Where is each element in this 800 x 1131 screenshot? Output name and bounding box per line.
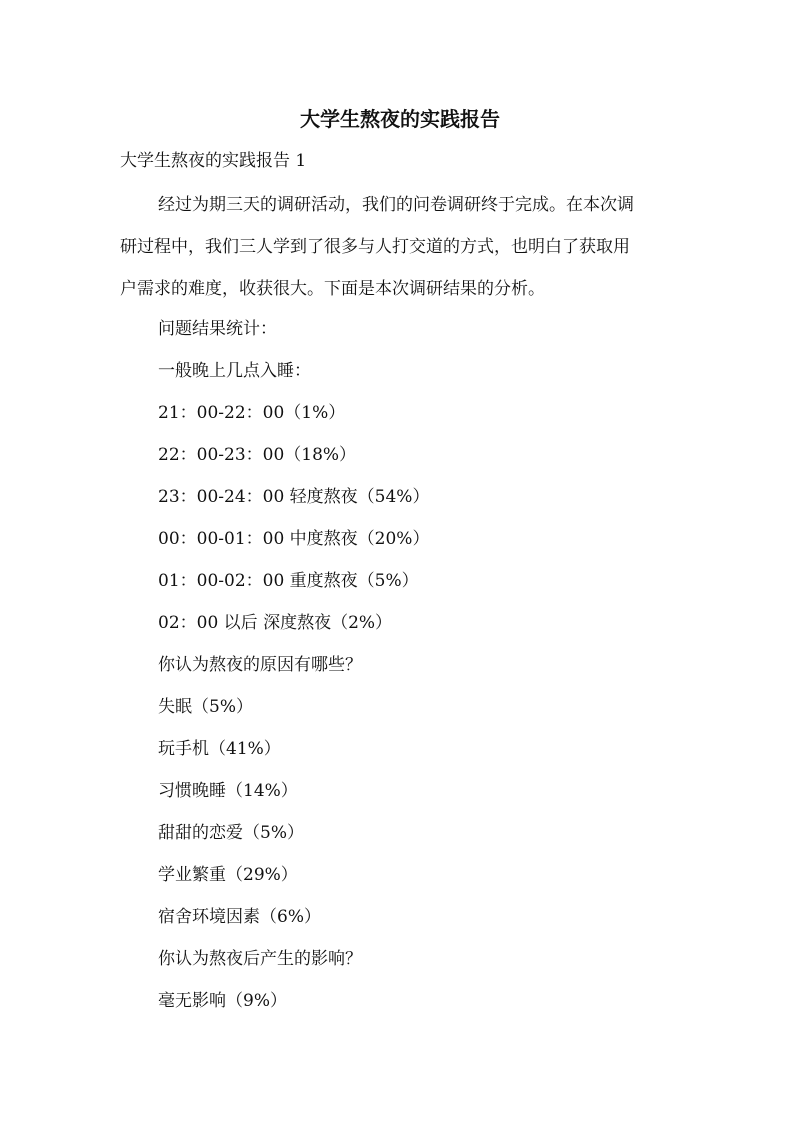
question-reasons: 你认为熬夜的原因有哪些？ — [158, 655, 362, 675]
question-effects: 你认为熬夜后产生的影响？ — [158, 949, 362, 969]
question-sleep-time: 一般晚上几点入睡： — [158, 361, 311, 381]
answer-item: 学业繁重（29%） — [158, 865, 298, 885]
answer-item: 甜甜的恋爱（5%） — [158, 823, 304, 843]
answer-item: 02：00 以后 深度熬夜（2%） — [158, 613, 393, 633]
intro-line: 研过程中，我们三人学到了很多与人打交道的方式，也明白了获取用 — [120, 237, 630, 257]
answer-item: 习惯晚睡（14%） — [158, 781, 298, 801]
answer-item: 21：00-22：00（1%） — [158, 403, 346, 423]
document-title: 大学生熬夜的实践报告 — [300, 107, 500, 131]
answer-item: 01：00-02：00 重度熬夜（5%） — [158, 571, 419, 591]
stats-heading: 问题结果统计： — [158, 319, 277, 339]
intro-line: 经过为期三天的调研活动，我们的问卷调研终于完成。在本次调 — [158, 195, 634, 215]
answer-item: 00：00-01：00 中度熬夜（20%） — [158, 529, 430, 549]
answer-item: 23：00-24：00 轻度熬夜（54%） — [158, 487, 430, 507]
intro-paragraph — [120, 184, 690, 310]
section-heading: 大学生熬夜的实践报告 1 — [120, 151, 307, 171]
intro-line: 户需求的难度，收获很大。下面是本次调研结果的分析。 — [120, 279, 545, 299]
answer-item: 22：00-23：00（18%） — [158, 445, 357, 465]
answer-item: 宿舍环境因素（6%） — [158, 907, 321, 927]
answer-item: 玩手机（41%） — [158, 739, 281, 759]
answer-item: 失眠（5%） — [158, 697, 253, 717]
answer-item: 毫无影响（9%） — [158, 991, 287, 1011]
